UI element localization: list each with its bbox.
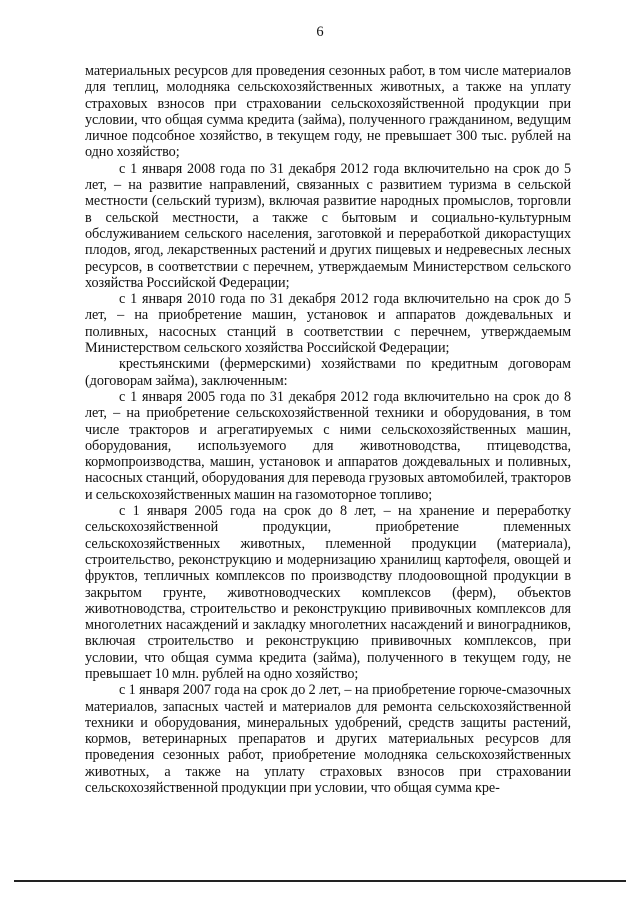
paragraph: с 1 января 2010 года по 31 декабря 2012 года включительно на срок до 5 лет, – на приобретение машин, установок и аппаратов дождевальных и поливных, насосных станций в соответствии с перечнем, утверждаемым Министерством сельского хозяйства Российской Федерации; [85,291,571,357]
paragraph: с 1 января 2007 года на срок до 2 лет, – на приобретение горюче-смазочных материалов, запасных частей и материалов для ремонта сельскохозяйственной техники и оборудования, минеральных удобрений, средств защиты растений, кормов, ветеринарных препаратов и других материальных ресурсов для проведения сезонных работ, приобретение молодняка сельскохозяйственных животных, а также на уплату страховых взносов при страховании сельскохозяйственной продукции при условии, что общая сумма кре- [85,682,571,797]
paragraph: крестьянскими (фермерскими) хозяйствами по кредитным договорам (договорам займа), заключенным: [85,356,571,389]
paragraph: с 1 января 2005 года по 31 декабря 2012 года включительно на срок до 8 лет, – на приобретение сельскохозяйственной техники и оборудования, в том числе тракторов и агрегатируемых с ними сельскохозяйственных машин, оборудования, используемого для животноводства, птицеводства, кормопроизводства, машин, установок и аппаратов дождевальных и поливных, насосных станций, оборудования для перевода грузовых автомобилей, тракторов и сельскохозяйственных машин на газомоторное топливо; [85,388,571,503]
page-bottom-rule [14,880,626,882]
paragraph: с 1 января 2005 года на срок до 8 лет, – на хранение и переработку сельскохозяйственной продукции, приобретение племенных сельскохозяйственных животных, племенной продукции (материала), строительство, реконструкцию и модернизацию хранилищ картофеля, овощей и фруктов, тепличных комплексов по производству плодоовощной продукции в закрытом грунте, животноводческих комплексов (ферм), объектов животноводства, строительство и реконструкцию прививочных комплексов для многолетних насаждений и закладку многолетних насаждений и виноградников, включая строительство и реконструкцию прививочных комплексов, при условии, что общая сумма кредита (займа), полученного в текущем году, не превышает 10 млн. рублей на одно хозяйство; [85,503,571,682]
paragraph: с 1 января 2008 года по 31 декабря 2012 года включительно на срок до 5 лет, – на развитие направлений, связанных с развитием туризма в сельской местности (сельский туризм), включая развитие народных промыслов, торговли в сельской местности, а также с бытовым и социально-культурным обслуживанием сельского населения, заготовкой и переработкой дикорастущих плодов, ягод, лекарственных растений и других пищевых и недревесных лесных ресурсов, в соответствии с перечнем, утверждаемым Министерством сельского хозяйства Российской Федерации; [85,160,571,291]
paragraph: материальных ресурсов для проведения сезонных работ, в том числе материалов для теплиц, молодняка сельскохозяйственных животных, а также на уплату страховых взносов при страховании сельскохозяйственной продукции при условии, что общая сумма кредита (займа), полученного гражданином, ведущим личное подсобное хозяйство, в текущем году, не превышает 300 тыс. рублей на одно хозяйство; [85,63,571,161]
page-number: 6 [316,24,324,40]
document-body [85,63,571,796]
